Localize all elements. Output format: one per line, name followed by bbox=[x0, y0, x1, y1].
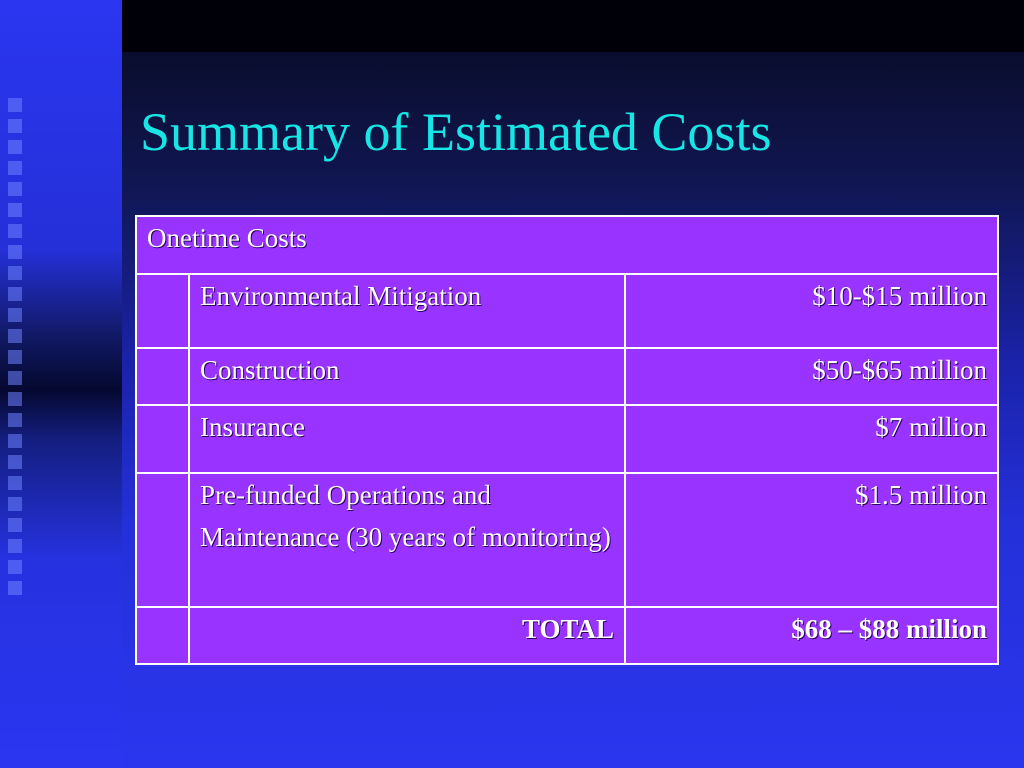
decorative-square bbox=[8, 224, 22, 238]
top-bar bbox=[122, 0, 1024, 52]
decorative-square bbox=[8, 98, 22, 112]
indent-cell bbox=[136, 348, 189, 405]
decorative-square bbox=[8, 581, 22, 595]
indent-cell bbox=[136, 607, 189, 664]
decorative-square bbox=[8, 350, 22, 364]
cost-item: Environmental Mitigation bbox=[189, 274, 625, 348]
cost-table bbox=[135, 215, 999, 665]
cost-item: Insurance bbox=[189, 405, 625, 473]
decorative-square bbox=[8, 476, 22, 490]
decorative-square bbox=[8, 182, 22, 196]
decorative-square bbox=[8, 287, 22, 301]
total-value: $68 – $88 million bbox=[625, 607, 998, 664]
decorative-square bbox=[8, 119, 22, 133]
decorative-square bbox=[8, 455, 22, 469]
indent-cell bbox=[136, 473, 189, 607]
indent-cell bbox=[136, 405, 189, 473]
cost-value: $50-$65 million bbox=[625, 348, 998, 405]
decorative-square bbox=[8, 434, 22, 448]
table-row bbox=[136, 274, 998, 348]
decorative-square bbox=[8, 413, 22, 427]
total-row bbox=[136, 607, 998, 664]
table-row bbox=[136, 405, 998, 473]
decorative-square bbox=[8, 161, 22, 175]
decorative-square bbox=[8, 560, 22, 574]
decorative-square bbox=[8, 308, 22, 322]
table-row bbox=[136, 473, 998, 607]
table-header-row bbox=[136, 216, 998, 274]
sidebar-decoration bbox=[0, 0, 122, 768]
decorative-square bbox=[8, 518, 22, 532]
cost-value: $7 million bbox=[625, 405, 998, 473]
cost-item: Pre-funded Operations and Maintenance (30 years of monitoring) bbox=[189, 473, 625, 607]
table-row bbox=[136, 348, 998, 405]
decorative-square bbox=[8, 266, 22, 280]
total-label: TOTAL bbox=[189, 607, 625, 664]
decorative-square bbox=[8, 140, 22, 154]
decorative-square bbox=[8, 539, 22, 553]
decorative-square bbox=[8, 245, 22, 259]
decorative-square bbox=[8, 497, 22, 511]
decorative-square bbox=[8, 329, 22, 343]
decorative-square bbox=[8, 371, 22, 385]
decorative-square bbox=[8, 392, 22, 406]
decorative-squares bbox=[5, 98, 31, 668]
decorative-square bbox=[8, 203, 22, 217]
indent-cell bbox=[136, 274, 189, 348]
cost-item: Construction bbox=[189, 348, 625, 405]
cost-value: $1.5 million bbox=[625, 473, 998, 607]
slide-title: Summary of Estimated Costs bbox=[140, 102, 772, 162]
table-header: Onetime Costs bbox=[136, 216, 998, 274]
cost-value: $10-$15 million bbox=[625, 274, 998, 348]
